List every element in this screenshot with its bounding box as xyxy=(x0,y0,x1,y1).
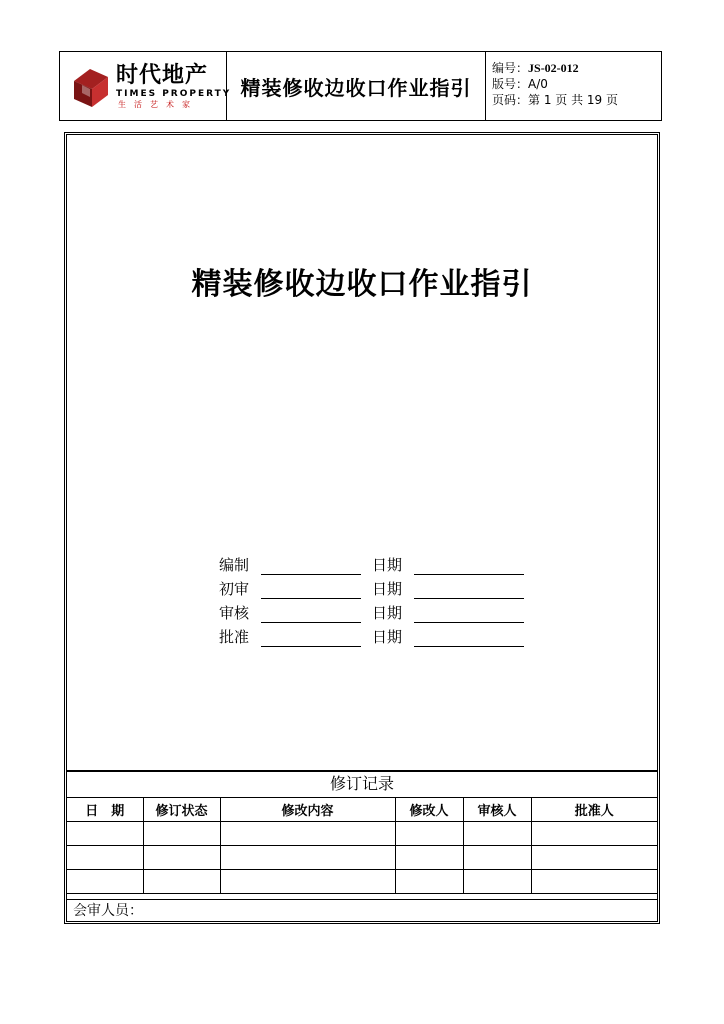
version-line xyxy=(492,76,661,92)
col-header-date: 日 期 xyxy=(67,798,143,822)
logo-tagline: 生活艺术家 xyxy=(118,100,198,109)
table-cell[interactable] xyxy=(463,870,531,894)
company-logo-icon xyxy=(68,63,112,109)
cover-section xyxy=(67,135,657,772)
table-row xyxy=(67,822,657,846)
table-cell[interactable] xyxy=(220,870,395,894)
table-cell[interactable] xyxy=(143,846,220,870)
table-cell[interactable] xyxy=(531,846,657,870)
version-label: 版号： xyxy=(492,77,529,91)
cover-title: 精装修收边收口作业指引 xyxy=(191,267,533,302)
table-cell[interactable] xyxy=(395,846,463,870)
table-cell[interactable] xyxy=(463,846,531,870)
revision-table xyxy=(67,798,657,894)
version-value: A/0 xyxy=(528,77,548,91)
date-line[interactable] xyxy=(414,574,524,575)
page-label: 页码： xyxy=(492,93,529,107)
sign-role-label: 批准 xyxy=(219,628,250,646)
signature-line[interactable] xyxy=(261,646,361,647)
reviewers-field[interactable] xyxy=(67,899,657,921)
doc-info xyxy=(486,52,661,120)
table-cell[interactable] xyxy=(143,870,220,894)
table-cell[interactable] xyxy=(220,822,395,846)
date-line[interactable] xyxy=(414,622,524,623)
logo-name-cn: 时代地产 xyxy=(116,63,209,88)
doc-number: JS-02-012 xyxy=(528,61,579,75)
cover-frame xyxy=(64,132,660,924)
date-line[interactable] xyxy=(414,598,524,599)
date-label: 日期 xyxy=(372,556,403,574)
revision-title: 修订记录 xyxy=(67,771,657,798)
reviewers-label: 会审人员： xyxy=(73,903,143,919)
col-header-approver: 批准人 xyxy=(531,798,657,822)
sign-role-label: 编制 xyxy=(219,556,250,574)
table-row xyxy=(67,870,657,894)
table-cell[interactable] xyxy=(220,846,395,870)
document-header xyxy=(59,51,662,121)
table-cell[interactable] xyxy=(463,822,531,846)
date-label: 日期 xyxy=(372,628,403,646)
col-header-modifier: 修改人 xyxy=(395,798,463,822)
date-line[interactable] xyxy=(414,646,524,647)
signature-line[interactable] xyxy=(261,574,361,575)
logo-cell xyxy=(60,52,232,120)
col-header-content: 修改内容 xyxy=(220,798,395,822)
page-info: 第 1 页 共 19 页 xyxy=(528,93,618,107)
table-cell[interactable] xyxy=(67,870,143,894)
date-label: 日期 xyxy=(372,580,403,598)
table-cell[interactable] xyxy=(143,822,220,846)
table-row xyxy=(67,846,657,870)
table-cell[interactable] xyxy=(531,822,657,846)
table-header-row xyxy=(67,798,657,822)
table-cell[interactable] xyxy=(395,870,463,894)
col-header-reviewer: 审核人 xyxy=(463,798,531,822)
table-cell[interactable] xyxy=(67,822,143,846)
date-label: 日期 xyxy=(372,604,403,622)
sign-role-label: 审核 xyxy=(219,604,250,622)
table-cell[interactable] xyxy=(67,846,143,870)
doc-number-label: 编号： xyxy=(492,61,529,75)
table-cell[interactable] xyxy=(531,870,657,894)
page-line xyxy=(492,92,661,108)
header-title: 精装修收边收口作业指引 xyxy=(227,52,486,120)
col-header-status: 修订状态 xyxy=(143,798,220,822)
table-cell[interactable] xyxy=(395,822,463,846)
signature-line[interactable] xyxy=(261,622,361,623)
sign-role-label: 初审 xyxy=(219,580,250,598)
signature-line[interactable] xyxy=(261,598,361,599)
doc-number-line xyxy=(492,60,661,76)
logo-name-en: TIMES PROPERTY xyxy=(116,89,232,99)
